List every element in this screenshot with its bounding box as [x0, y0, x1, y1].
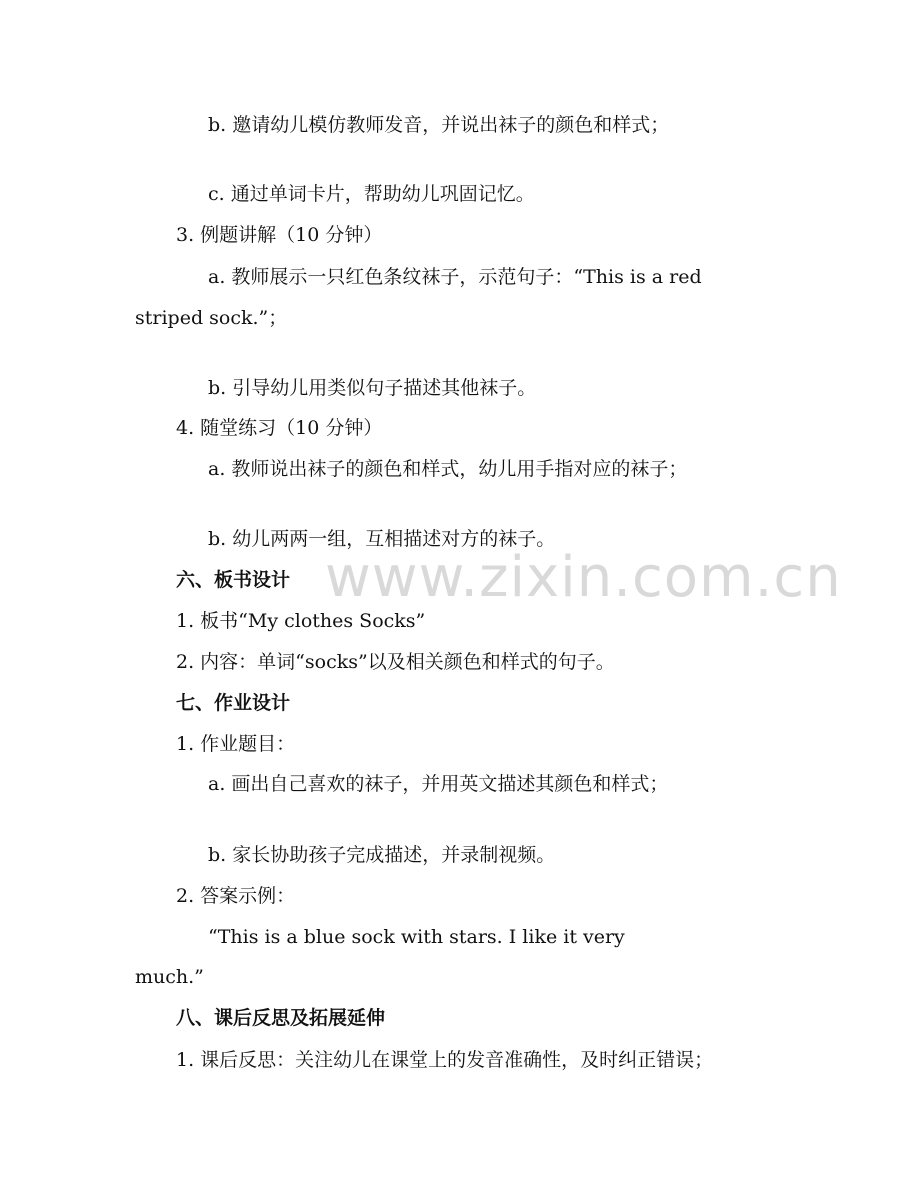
text-line: 1. 板书“My clothes Socks”: [176, 610, 426, 632]
text-line: 2. 内容：单词“socks”以及相关颜色和样式的句子。: [176, 651, 615, 673]
text-line: much.”: [135, 966, 204, 988]
section-heading: 七、作业设计: [176, 692, 291, 714]
text-line: striped sock.”；: [135, 307, 288, 329]
text-line: 1. 课后反思：关注幼儿在课堂上的发音准确性，及时纠正错误；: [176, 1049, 714, 1071]
text-line: a. 教师说出袜子的颜色和样式，幼儿用手指对应的袜子；: [208, 458, 688, 480]
list-item-heading: 2. 答案示例：: [176, 885, 296, 907]
list-item-heading: 1. 作业题目：: [176, 733, 296, 755]
text-line: b. 幼儿两两一组，互相描述对方的袜子。: [208, 528, 556, 550]
watermark: www.zixin.com.cn: [325, 545, 842, 610]
list-item-heading: 3. 例题讲解（10 分钟）: [176, 224, 383, 246]
text-line: b. 家长协助孩子完成描述，并录制视频。: [208, 844, 556, 866]
text-line: a. 画出自己喜欢的袜子，并用英文描述其颜色和样式；: [208, 773, 669, 795]
section-heading: 六、板书设计: [176, 569, 291, 591]
list-item-heading: 4. 随堂练习（10 分钟）: [176, 417, 383, 439]
text-line: a. 教师展示一只红色条纹袜子，示范句子：“This is a red: [208, 266, 702, 288]
text-line: “This is a blue sock with stars. I like it very: [208, 926, 625, 948]
text-line: b. 引导幼儿用类似句子描述其他袜子。: [208, 377, 537, 399]
section-heading: 八、课后反思及拓展延伸: [176, 1007, 386, 1029]
text-line: b. 邀请幼儿模仿教师发音，并说出袜子的颜色和样式；: [208, 114, 670, 136]
text-line: c. 通过单词卡片，帮助幼儿巩固记忆。: [208, 183, 535, 205]
